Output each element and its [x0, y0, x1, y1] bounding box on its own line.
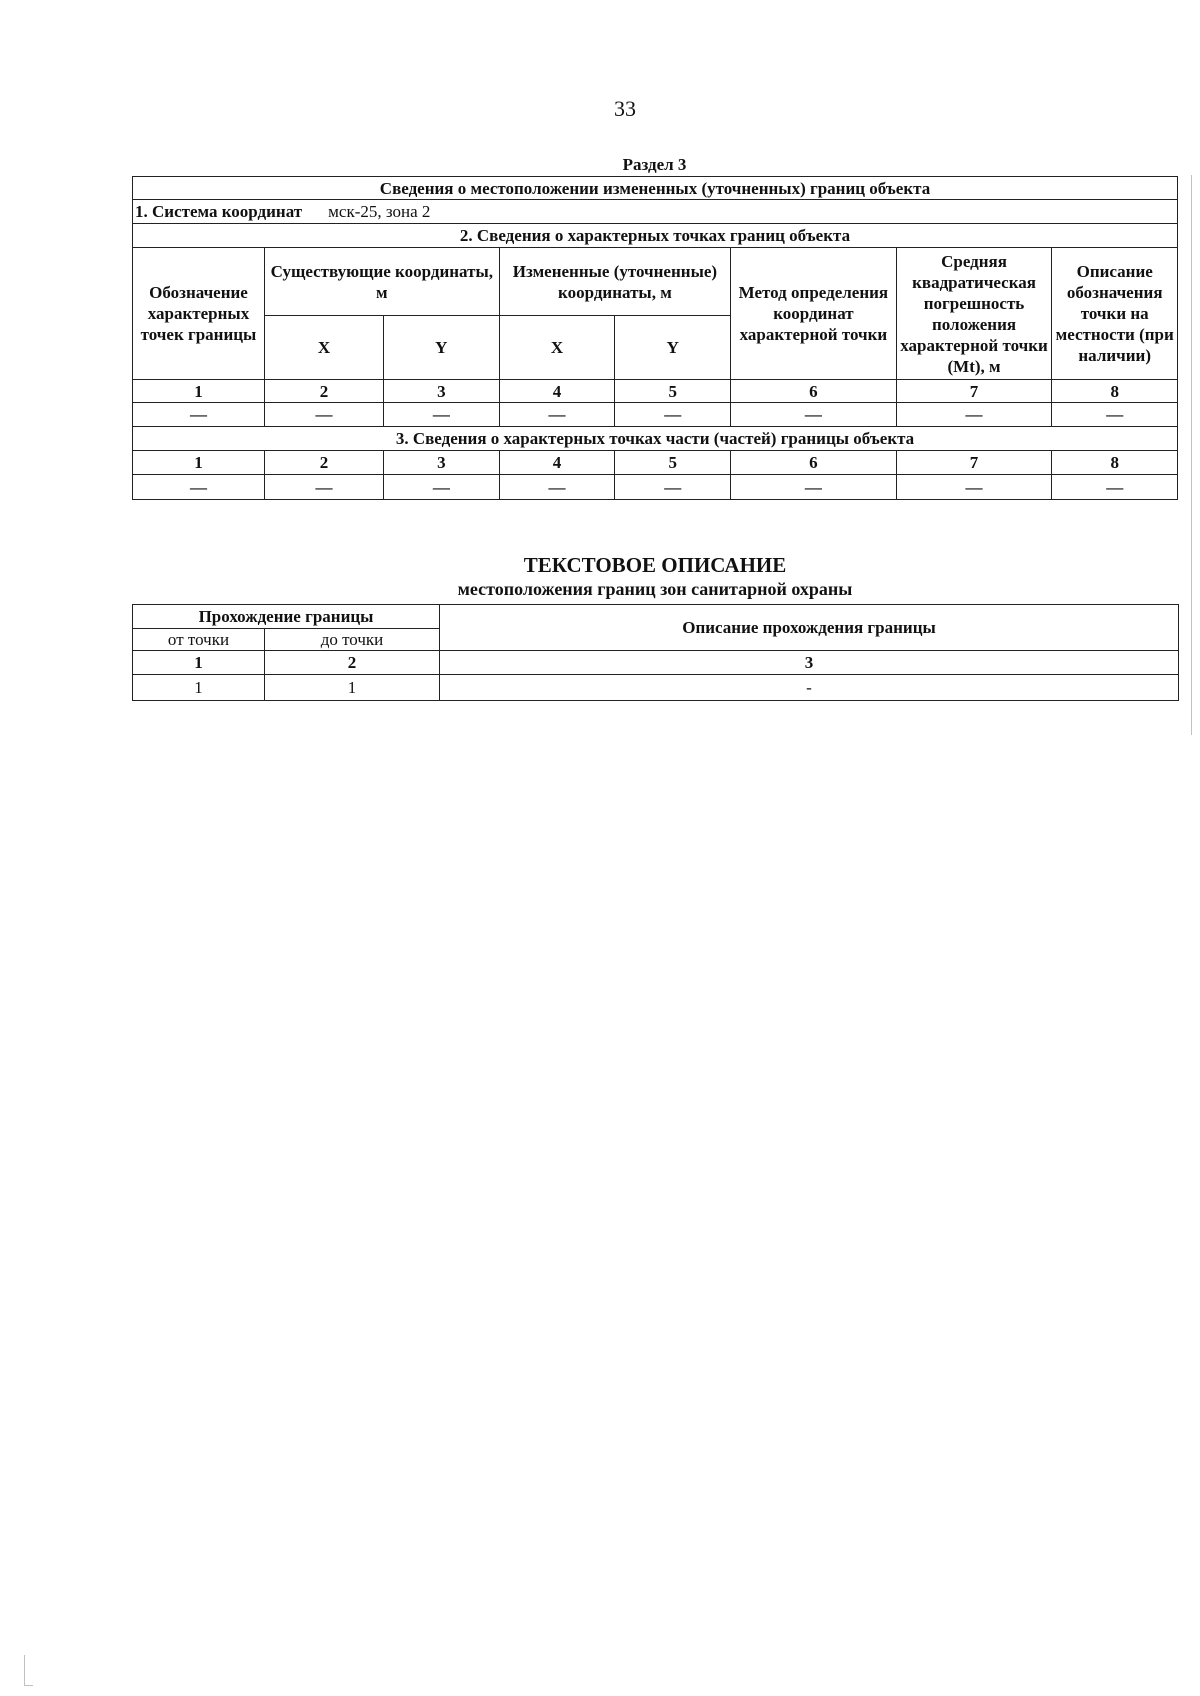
- header-existing-coords: Существующие координаты, м: [264, 248, 499, 316]
- column-number: 2: [264, 451, 383, 475]
- table-cell: —: [615, 403, 731, 427]
- table-cell: —: [731, 475, 897, 500]
- column-number: 1: [133, 380, 265, 403]
- header-mean-error: Средняя квадратическая погрешность положения характерной точки (Mt), м: [896, 248, 1052, 380]
- table-cell: —: [499, 475, 615, 500]
- header-point-description: Описание обозначения точки на местности (при наличии): [1052, 248, 1178, 380]
- header-designation: Обозначение характерных точек границы: [133, 248, 265, 380]
- text-description-subtitle: местоположения границ зон санитарной охраны: [457, 579, 853, 599]
- text-description-title: ТЕКСТОВОЕ ОПИСАНИЕ: [523, 553, 787, 577]
- header-changed-coords: Измененные (уточненные) координаты, м: [499, 248, 730, 316]
- table-cell: —: [133, 403, 265, 427]
- header-existing-x: X: [264, 316, 383, 380]
- scan-edge-mark: [1191, 175, 1194, 735]
- table-cell: —: [1052, 475, 1178, 500]
- column-number: 7: [896, 451, 1052, 475]
- column-number: 8: [1052, 451, 1178, 475]
- subsection-2-title: 2. Сведения о характерных точках границ объекта: [133, 224, 1178, 248]
- column-number: 1: [133, 451, 265, 475]
- table-cell: —: [264, 403, 383, 427]
- description-cell: -: [440, 675, 1179, 701]
- table-row: [133, 675, 1179, 701]
- column-number: 5: [615, 380, 731, 403]
- table-cell: —: [896, 475, 1052, 500]
- column-number: 1: [133, 651, 265, 675]
- from-point-cell: 1: [133, 675, 265, 701]
- header-method: Метод определения координат характерной точки: [731, 248, 897, 380]
- column-number: 8: [1052, 380, 1178, 403]
- table-cell: —: [1052, 403, 1178, 427]
- column-number: 4: [499, 451, 615, 475]
- table-cell: —: [264, 475, 383, 500]
- header-changed-x: X: [499, 316, 615, 380]
- table-cell: —: [133, 475, 265, 500]
- header-to-point: до точки: [265, 629, 440, 651]
- column-number: 3: [383, 380, 499, 403]
- column-number: 3: [440, 651, 1179, 675]
- column-number: 3: [383, 451, 499, 475]
- header-description: Описание прохождения границы: [440, 605, 1179, 651]
- table-row: [133, 403, 1178, 427]
- header-passage: Прохождение границы: [133, 605, 440, 629]
- column-number: 7: [896, 380, 1052, 403]
- subsection-3-title: 3. Сведения о характерных точках части (частей) границы объекта: [133, 427, 1178, 451]
- scan-corner-mark: [24, 1655, 33, 1686]
- table-cell: —: [615, 475, 731, 500]
- header-from-point: от точки: [133, 629, 265, 651]
- column-number: 6: [731, 380, 897, 403]
- coordinate-system-row: [133, 200, 1178, 224]
- column-number: 4: [499, 380, 615, 403]
- column-number: 2: [265, 651, 440, 675]
- table-cell: —: [731, 403, 897, 427]
- table-row: [133, 475, 1178, 500]
- header-existing-y: Y: [383, 316, 499, 380]
- section-title: Раздел 3: [622, 155, 687, 174]
- boundary-points-table: [132, 176, 1178, 500]
- column-number: 6: [731, 451, 897, 475]
- table-cell: —: [499, 403, 615, 427]
- boundary-description-table: [132, 604, 1179, 701]
- coordinate-system-value: мск-25, зона 2: [328, 202, 431, 221]
- column-number: 2: [264, 380, 383, 403]
- column-number: 5: [615, 451, 731, 475]
- column-number-row: [133, 380, 1178, 403]
- column-number-row: [133, 451, 1178, 475]
- table-cell: —: [383, 475, 499, 500]
- page-number: 33: [614, 96, 636, 121]
- table-title: Сведения о местоположении измененных (уточненных) границ объекта: [133, 177, 1178, 200]
- column-number-row: [133, 651, 1179, 675]
- to-point-cell: 1: [265, 675, 440, 701]
- table-cell: —: [383, 403, 499, 427]
- table-cell: —: [896, 403, 1052, 427]
- header-changed-y: Y: [615, 316, 731, 380]
- coordinate-system-label: 1. Система координат: [135, 202, 303, 221]
